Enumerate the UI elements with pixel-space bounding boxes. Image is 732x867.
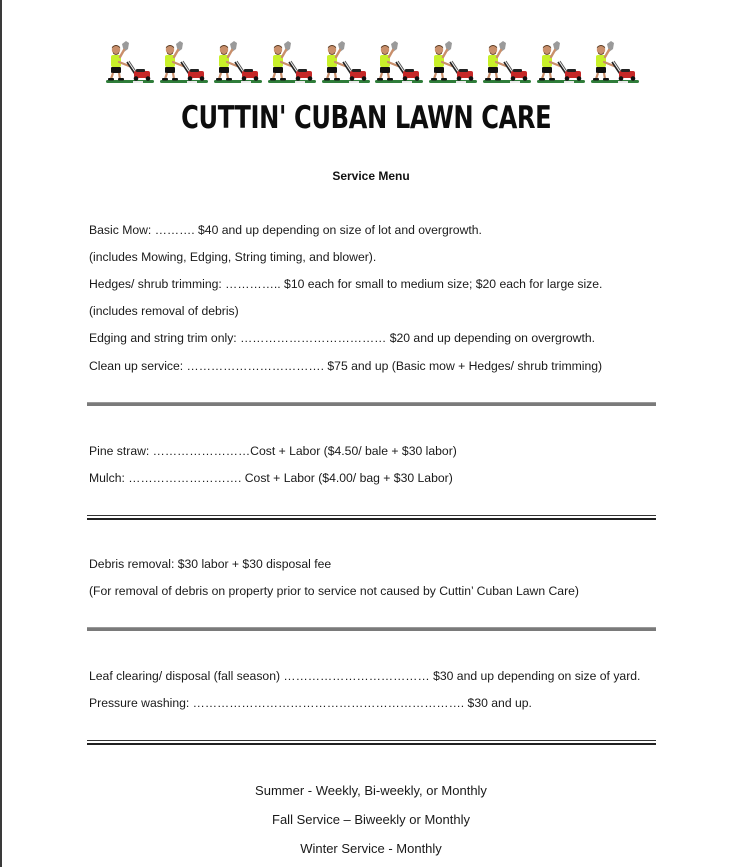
lawn-mower-man-icon <box>105 40 155 86</box>
service-line-hedges: Hedges/ shrub trimming: ………….. $10 each for small to medium size; $20 each for large size. <box>89 277 603 291</box>
service-line-basic-mow: Basic Mow: ………. $40 and up depending on size of lot and overgrowth. <box>89 223 482 237</box>
service-line-cleanup: Clean up service: ……………………………. $75 and up (Basic mow + Hedges/ shrub trimming) <box>89 359 603 373</box>
lawn-mower-man-icon <box>482 40 532 86</box>
service-line-mulch: Mulch: ………………………. Cost + Labor ($4.00/ bag + $30 Labor) <box>89 471 453 485</box>
service-line-pine-straw: Pine straw: ……………………Cost + Labor ($4.50/ bale + $30 labor) <box>89 444 457 458</box>
lawn-mower-man-icon <box>428 40 478 86</box>
page-edge <box>0 0 2 867</box>
service-line-edging: Edging and string trim only: ……………………………… $20 and up depending on overgrowth. <box>89 331 596 345</box>
mascot-banner <box>105 40 640 86</box>
schedule-fall: Fall Service – Biweekly or Monthly <box>272 812 470 827</box>
service-note-hedges: (includes removal of debris) <box>89 304 239 318</box>
schedule-winter: Winter Service - Monthly <box>300 841 442 856</box>
section-divider <box>87 627 656 631</box>
service-line-leaf-clearing: Leaf clearing/ disposal (fall season) ……………………………… $30 and up depending on size of yard. <box>89 669 641 683</box>
lawn-mower-man-icon <box>213 40 263 86</box>
lawn-mower-man-icon <box>536 40 586 86</box>
service-line-pressure-washing: Pressure washing: …………………………………………………………. $30 and up. <box>89 696 532 710</box>
section-divider <box>87 740 656 745</box>
lawn-mower-man-icon <box>267 40 317 86</box>
lawn-mower-man-icon <box>374 40 424 86</box>
service-note-basic-mow: (includes Mowing, Edging, String timing, and blower). <box>89 250 377 264</box>
section-divider <box>87 515 656 520</box>
lawn-mower-man-icon <box>321 40 371 86</box>
schedule-summer: Summer - Weekly, Bi-weekly, or Monthly <box>255 783 487 798</box>
business-title: CUTTIN' CUBAN LAWN CARE <box>181 100 552 136</box>
service-note-debris-removal: (For removal of debris on property prior to service not caused by Cuttin’ Cuban Lawn Care) <box>89 584 579 598</box>
page-subtitle: Service Menu <box>332 169 410 183</box>
lawn-mower-man-icon <box>159 40 209 86</box>
service-line-debris-removal: Debris removal: $30 labor + $30 disposal fee <box>89 557 332 571</box>
section-divider <box>87 402 656 406</box>
lawn-mower-man-icon <box>590 40 640 86</box>
